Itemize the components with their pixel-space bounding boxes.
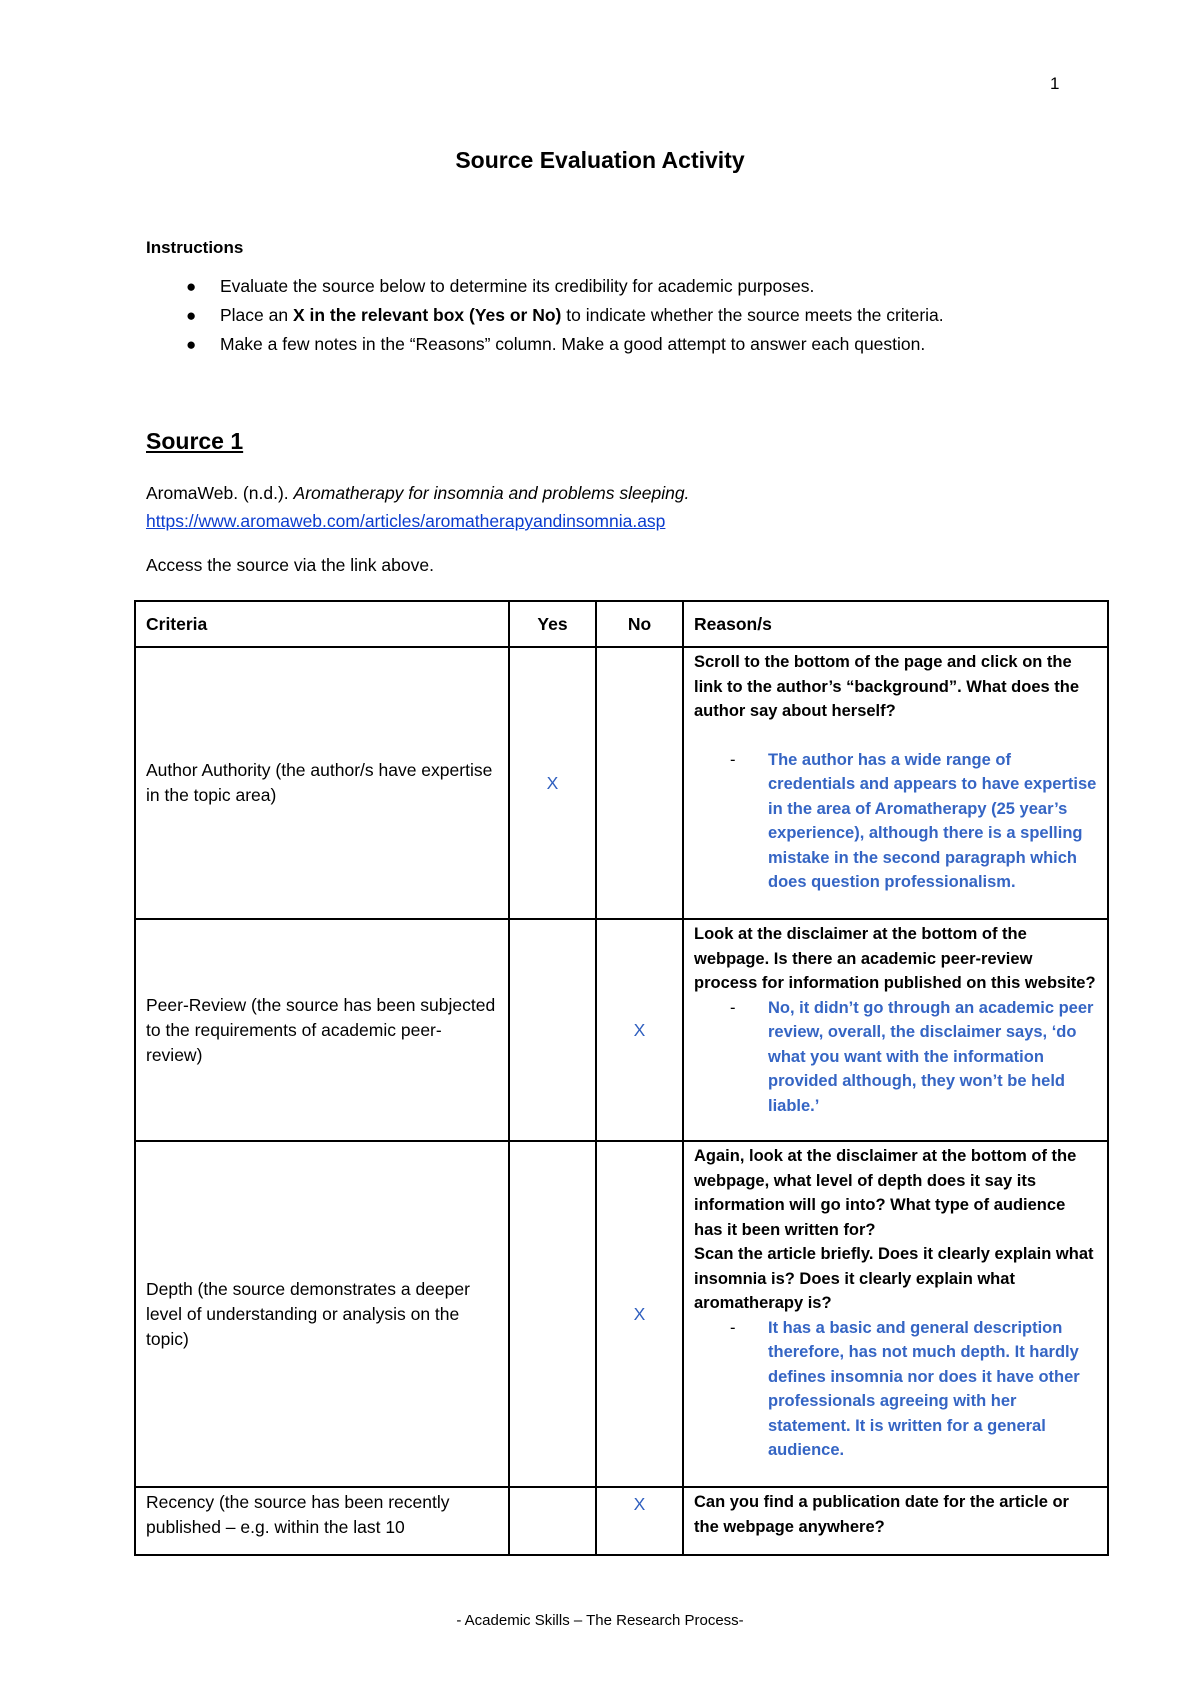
- reasons-cell[interactable]: [683, 1141, 1108, 1487]
- instruction-text: to indicate whether the source meets the criteria.: [561, 305, 944, 325]
- access-note: Access the source via the link above.: [146, 555, 434, 575]
- instruction-text: Place an: [220, 305, 293, 325]
- header-criteria: Criteria: [135, 601, 509, 647]
- reason-answer: [694, 996, 1097, 1119]
- spacer: [694, 724, 1097, 748]
- table-row: [135, 1487, 1108, 1555]
- yes-cell[interactable]: [509, 919, 596, 1141]
- answer-text: It has a basic and general description therefore, has not much depth. It hardly defines insomnia nor does it have other professionals agreeing with her statement. It is written for a general audience.: [768, 1318, 1080, 1459]
- instruction-text: Make a few notes in the “Reasons” column. Make a good attempt to answer each question.: [220, 334, 926, 354]
- page-number: 1: [1050, 74, 1060, 93]
- criteria-cell: Recency (the source has been recently published – e.g. within the last 10: [135, 1487, 509, 1555]
- instruction-item: [146, 301, 1106, 330]
- page-footer: - Academic Skills – The Research Process-: [456, 1612, 744, 1629]
- instruction-bold-text: X in the relevant box (Yes or No): [292, 305, 562, 325]
- yes-cell[interactable]: [509, 1141, 596, 1487]
- instructions-list: [146, 272, 1106, 359]
- bullet-icon: ●: [186, 277, 197, 296]
- reasons-cell[interactable]: [683, 919, 1108, 1141]
- source-link[interactable]: https://www.aromaweb.com/articles/aromatherapyandinsomnia.asp: [146, 511, 666, 531]
- yes-cell[interactable]: [509, 1487, 596, 1555]
- source-heading: Source 1: [146, 428, 244, 454]
- reason-prompt: Can you find a publication date for the article or the webpage anywhere?: [694, 1493, 1069, 1536]
- citation-title: Aromatherapy for insomnia and problems sleeping.: [293, 483, 690, 503]
- dash-marker: -: [730, 1318, 736, 1337]
- no-cell[interactable]: [596, 647, 683, 919]
- instructions-heading: Instructions: [146, 238, 244, 257]
- table-row: [135, 1141, 1108, 1487]
- yes-cell[interactable]: X: [509, 647, 596, 919]
- bullet-icon: ●: [186, 335, 197, 354]
- header-reasons: Reason/s: [683, 601, 1108, 647]
- evaluation-table: [134, 600, 1109, 1556]
- no-cell[interactable]: X: [596, 1141, 683, 1487]
- reason-answer: [694, 1316, 1097, 1463]
- instruction-item: [146, 272, 1106, 301]
- header-no: No: [596, 601, 683, 647]
- answer-text: The author has a wide range of credentials and appears to have expertise in the area of Aromatherapy (25 year’s experience), although there is a spelling mistake in the second paragraph which does question professionalism.: [768, 750, 1097, 891]
- reason-prompt: Scroll to the bottom of the page and click on the link to the author’s “background”. What does the author say about herself?: [694, 653, 1080, 720]
- table-row: [135, 919, 1108, 1141]
- criteria-cell: Author Authority (the author/s have expertise in the topic area): [135, 647, 509, 919]
- criteria-cell: Depth (the source demonstrates a deeper level of understanding or analysis on the topic): [135, 1141, 509, 1487]
- citation-author: AromaWeb. (n.d.).: [146, 483, 294, 503]
- header-yes: Yes: [509, 601, 596, 647]
- table-header-row: [135, 601, 1108, 647]
- page-title: Source Evaluation Activity: [455, 147, 745, 173]
- instructions-section: [146, 238, 1106, 359]
- answer-text: No, it didn’t go through an academic peer review, overall, the disclaimer says, ‘do what you want with the information provided although, they won’t be held liable.’: [768, 998, 1094, 1115]
- no-cell[interactable]: X: [596, 1487, 683, 1555]
- reason-answer: [694, 748, 1097, 895]
- source-citation: [146, 479, 1106, 535]
- instruction-text: Evaluate the source below to determine its credibility for academic purposes.: [220, 276, 815, 296]
- reason-prompt: Again, look at the disclaimer at the bottom of the webpage, what level of depth does it say its information will go into? What type of audience has it been written for?: [694, 1147, 1077, 1239]
- criteria-cell: Peer-Review (the source has been subjected to the requirements of academic peer-review): [135, 919, 509, 1141]
- reason-prompt-secondary: Scan the article briefly. Does it clearly explain what insomnia is? Does it clearly explain what aromatherapy is?: [694, 1245, 1094, 1312]
- instruction-item: [146, 330, 1106, 359]
- bullet-icon: ●: [186, 306, 197, 325]
- dash-marker: -: [730, 998, 736, 1017]
- reasons-cell[interactable]: [683, 1487, 1108, 1555]
- dash-marker: -: [730, 750, 736, 769]
- no-cell[interactable]: X: [596, 919, 683, 1141]
- table-row: [135, 647, 1108, 919]
- reason-prompt: Look at the disclaimer at the bottom of the webpage. Is there an academic peer-review process for information published on this website?: [694, 925, 1096, 992]
- reasons-cell[interactable]: [683, 647, 1108, 919]
